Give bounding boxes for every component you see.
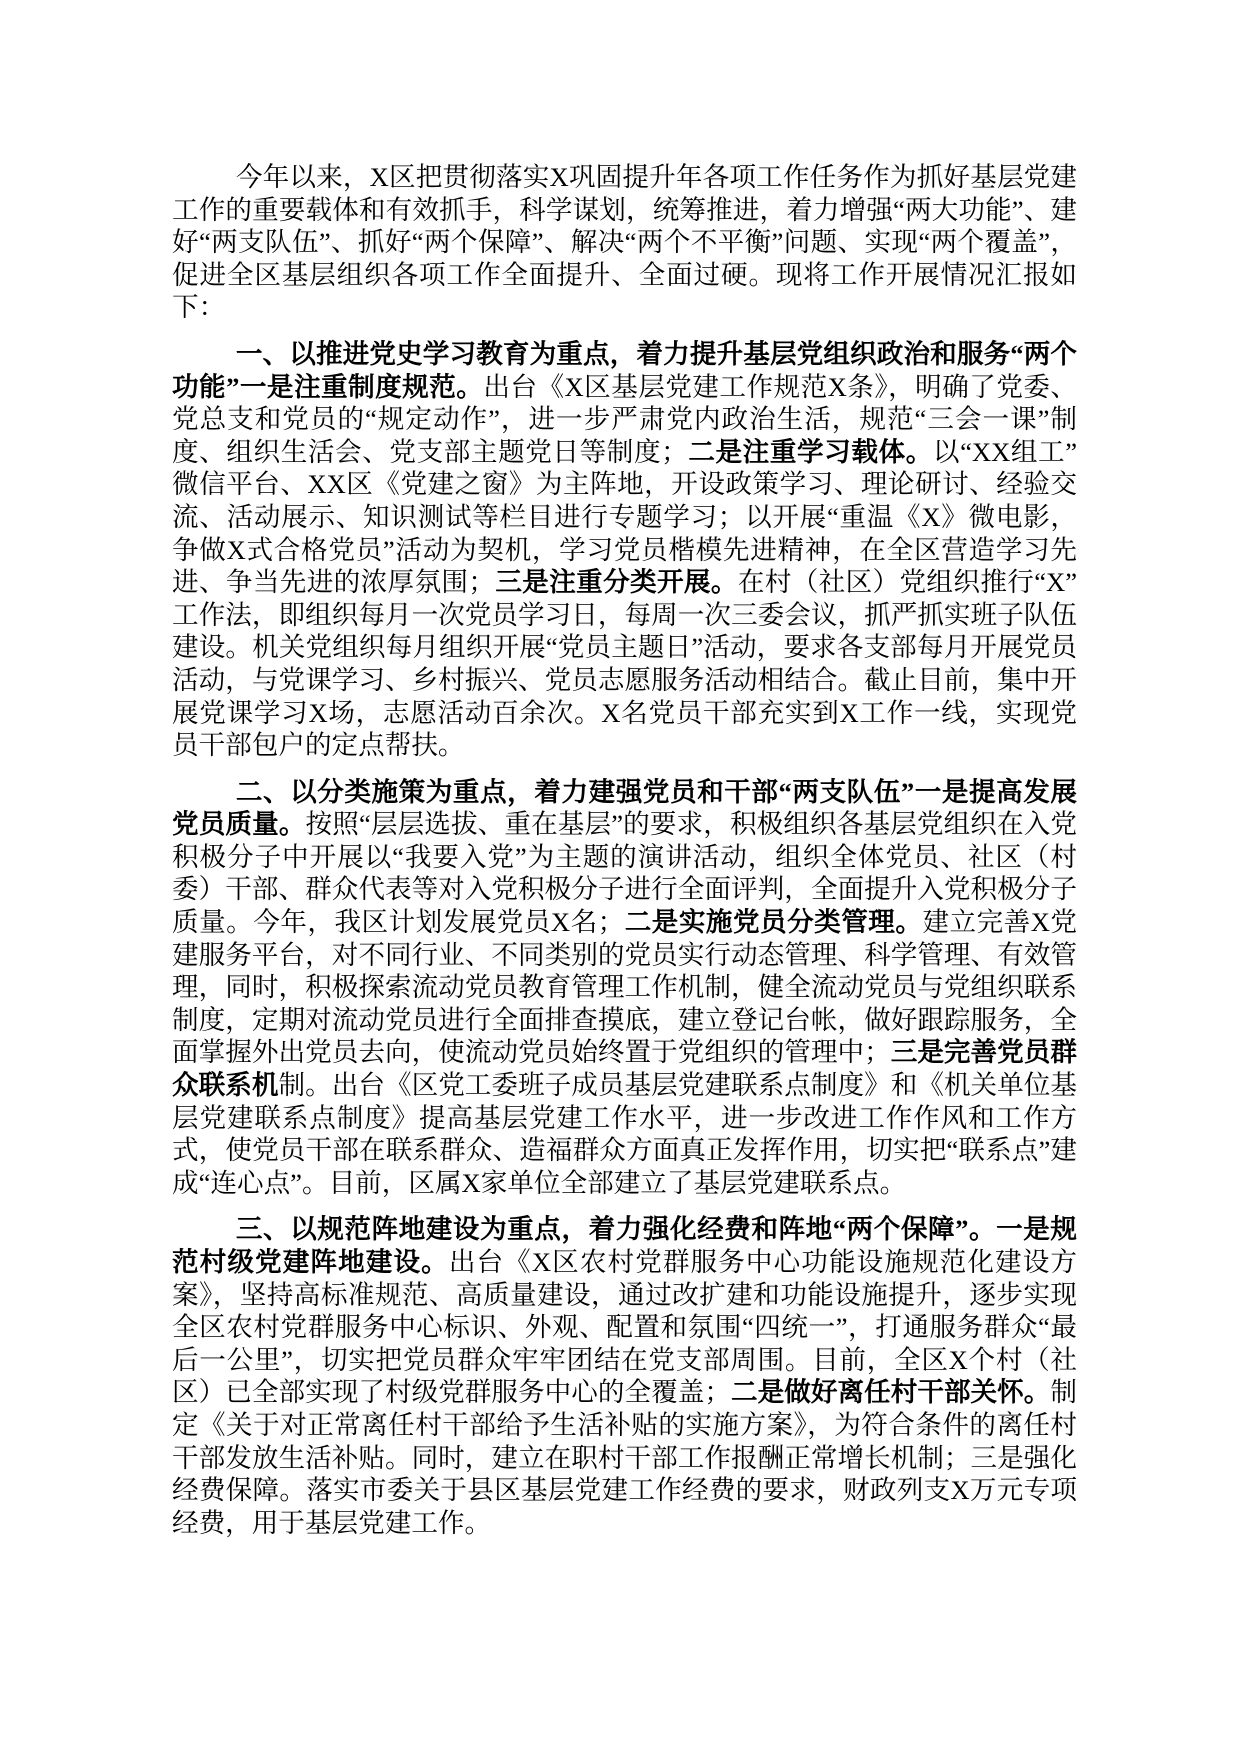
bold-text-run: 二、以分类施策为重点，着力建强党员和干部“两支队伍”一是提高发展党员质量。 xyxy=(172,776,1077,840)
bold-text-run: 二是注重学习载体。 xyxy=(687,436,933,467)
bold-text-run: 三是注重分类开展。 xyxy=(494,567,738,598)
bold-text-run: 一、以推进党史学习教育为重点，着力提升基层党组织政治和服务“两个功能”一是注重制度规范。 xyxy=(172,338,1077,402)
section-2-paragraph xyxy=(172,776,1077,1200)
text-run: 制。出台《区党工委班子成员基层党建联系点制度》和《机关单位基层党建联系点制度》提高基层党建工作水平，进一步改进工作作风和工作方式，使党员干部在联系群众、造福群众方面真正发挥作用，切实把“联系点”建成“连心点”。目前，区属X家单位全部建立了基层党建联系点。 xyxy=(172,1070,1078,1198)
bold-text-run: 三是完善党员群众联系机 xyxy=(172,1037,1078,1101)
section-3-paragraph xyxy=(172,1213,1077,1539)
text-run: 出台《X区农村党群服务中心功能设施规范化建设方案》，坚持高标准规范、高质量建设，通过改扩建和功能设施提升，逐步实现全区农村党群服务中心标识、外观、配置和氛围“四统一”，打通服务群众“最后一公里”，切实把党员群众牢牢团结在党支部周围。目前，全区X个村（社区）已全部实现了村级党群服务中心的全覆盖； xyxy=(172,1247,1077,1408)
text-run: 出台《X区基层党建工作规范X条》，明确了党委、党总支和党员的“规定动作”，进一步严肃党内政治生活，规范“三会一课”制度、组织生活会、党支部主题党日等制度； xyxy=(172,371,1078,467)
text-run: 以“XX组工”微信平台、XX区《党建之窗》为主阵地，开设政策学习、理论研讨、经验交流、活动展示、知识测试等栏目进行专题学习；以开展“重温《X》微电影，争做X式合格党员”活动为契机，学习党员楷模先进精神，在全区营造学习先进、争当先进的浓厚氛围； xyxy=(172,436,1078,598)
section-1-paragraph xyxy=(172,338,1077,762)
bold-text-run: 二是实施党员分类管理。 xyxy=(624,907,923,938)
text-run: 制定《关于对正常离任村干部给予生活补贴的实施方案》，为符合条件的离任村干部发放生活补贴。同时，建立在职村干部工作报酬正常增长机制；三是强化经费保障。落实市委关于县区基层党建工作经费的要求，财政列支X万元专项经费，用于基层党建工作。 xyxy=(172,1377,1078,1538)
bold-text-run: 二是做好离任村干部关怀。 xyxy=(730,1377,1051,1408)
bold-text-run: 三、以规范阵地建设为重点，着力强化经费和阵地“两个保障”。一是规范村级党建阵地建设。 xyxy=(172,1214,1077,1277)
text-run: 按照“层层选拔、重在基层”的要求，积极组织各基层党组织在入党积极分子中开展以“我要入党”为主题的演讲活动，组织全体党员、社区（村委）干部、群众代表等对入党积极分子进行全面评判，全面提升入党积极分子质量。今年，我区计划发展党员X名； xyxy=(172,809,1078,938)
text-run: 建立完善X党建服务平台，对不同行业、不同类别的党员实行动态管理、科学管理、有效管理，同时，积极探索流动党员教育管理工作机制，健全流动党员与党组织联系制度，定期对流动党员进行全面排查摸底，建立登记台帐，做好跟踪服务，全面掌握外出党员去向，使流动党员始终置于党组织的管理中； xyxy=(172,907,1077,1068)
document-body xyxy=(172,161,1077,1539)
text-run: 在村（社区）党组织推行“X”工作法，即组织每月一次党员学习日，每周一次三委会议，抓严抓实班子队伍建设。机关党组织每月组织开展“党员主题日”活动，要求各支部每月开展党员活动，与党课学习、乡村振兴、党员志愿服务活动相结合。截止目前，集中开展党课学习X场，志愿活动百余次。X名党员干部充实到X工作一线，实现党员干部包户的定点帮扶。 xyxy=(172,567,1078,761)
opening-paragraph xyxy=(172,161,1077,324)
text-run: 今年以来，X区把贯彻落实X巩固提升年各项工作任务作为抓好基层党建工作的重要载体和有效抓手，科学谋划，统筹推进，着力增强“两大功能”、建好“两支队伍”、抓好“两个保障”、解决“两个不平衡”问题、实现“两个覆盖”，促进全区基层组织各项工作全面提升、全面过硬。现将工作开展情况汇报如下： xyxy=(172,162,1077,323)
